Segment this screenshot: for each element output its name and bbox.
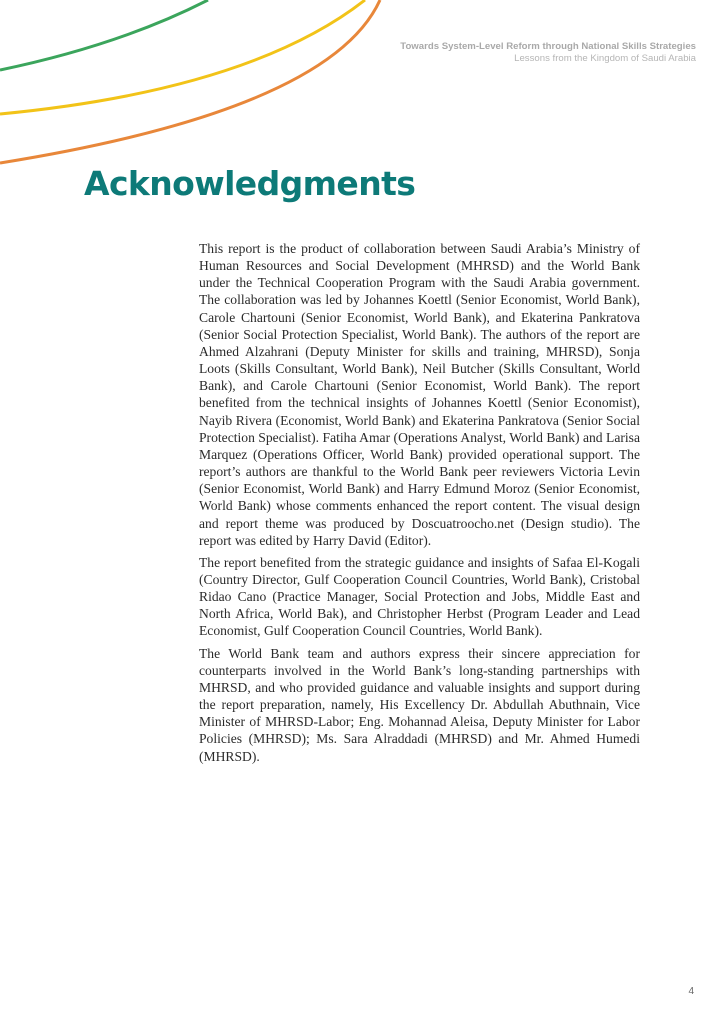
page-title: Acknowledgments: [84, 164, 416, 203]
paragraph-1: This report is the product of collaboration between Saudi Arabia’s Ministry of Human Resources and Social Development (MHRSD) and the World Bank under the Technical Cooperation Program with the Saudi Arabia government. The collaboration was led by Johannes Koettl (Senior Economist, World Bank), Carole Chartouni (Senior Economist, World Bank), and Ekaterina Pankratova (Senior Social Protection Specialist, World Bank). The authors of the report are Ahmed Alzahrani (Deputy Minister for skills and training, MHRSD), Sonja Loots (Skills Consultant, World Bank), Neil Butcher (Skills Consultant, World Bank), and Carole Chartouni (Senior Economist, World Bank). The report benefited from the technical insights of Johannes Koettl (Senior Economist), Nayib Rivera (Economist, World Bank) and Ekaterina Pankratova (Senior Social Protection Specialist). Fatiha Amar (Operations Analyst, World Bank) and Larisa Marquez (Operations Officer, World Bank) provided operational support. The report’s authors are thankful to the World Bank peer reviewers Victoria Levin (Senior Economist, World Bank) and Harry Edmund Moroz (Senior Economist, World Bank) whose comments enhanced the report content. The visual design and report theme was produced by Doscuatroocho.net (Design studio). The report was edited by Harry David (Editor).: [199, 241, 640, 548]
paragraph-3: The World Bank team and authors express their sincere appreciation for counterparts involved in the World Bank’s long-standing partnerships with MHRSD, and who provided guidance and valuable insights and support during the report preparation, namely, His Excellency Dr. Abdullah Abuthnain, Vice Minister of MHRSD-Labor; Eng. Mohannad Aleisa, Deputy Minister for Labor Policies (MHRSD); Ms. Sara Alraddadi (MHRSD) and Mr. Ahmed Humedi (MHRSD).: [199, 645, 640, 764]
green-arc: [0, 0, 208, 70]
report-subtitle: Lessons from the Kingdom of Saudi Arabia: [514, 53, 696, 64]
acknowledgments-body: [199, 240, 640, 770]
paragraph-2: The report benefited from the strategic guidance and insights of Safaa El-Kogali (Country Director, Gulf Cooperation Council Countries, World Bank), Cristobal Ridao Cano (Practice Manager, Social Protection and Jobs, Middle East and North Africa, World Bak), and Christopher Herbst (Program Leader and Lead Economist, Gulf Cooperation Council Countries, World Bank).: [199, 554, 640, 639]
page-number: 4: [688, 986, 694, 997]
running-header: [400, 41, 696, 65]
report-title: Towards System-Level Reform through National Skills Strategies: [400, 41, 696, 52]
